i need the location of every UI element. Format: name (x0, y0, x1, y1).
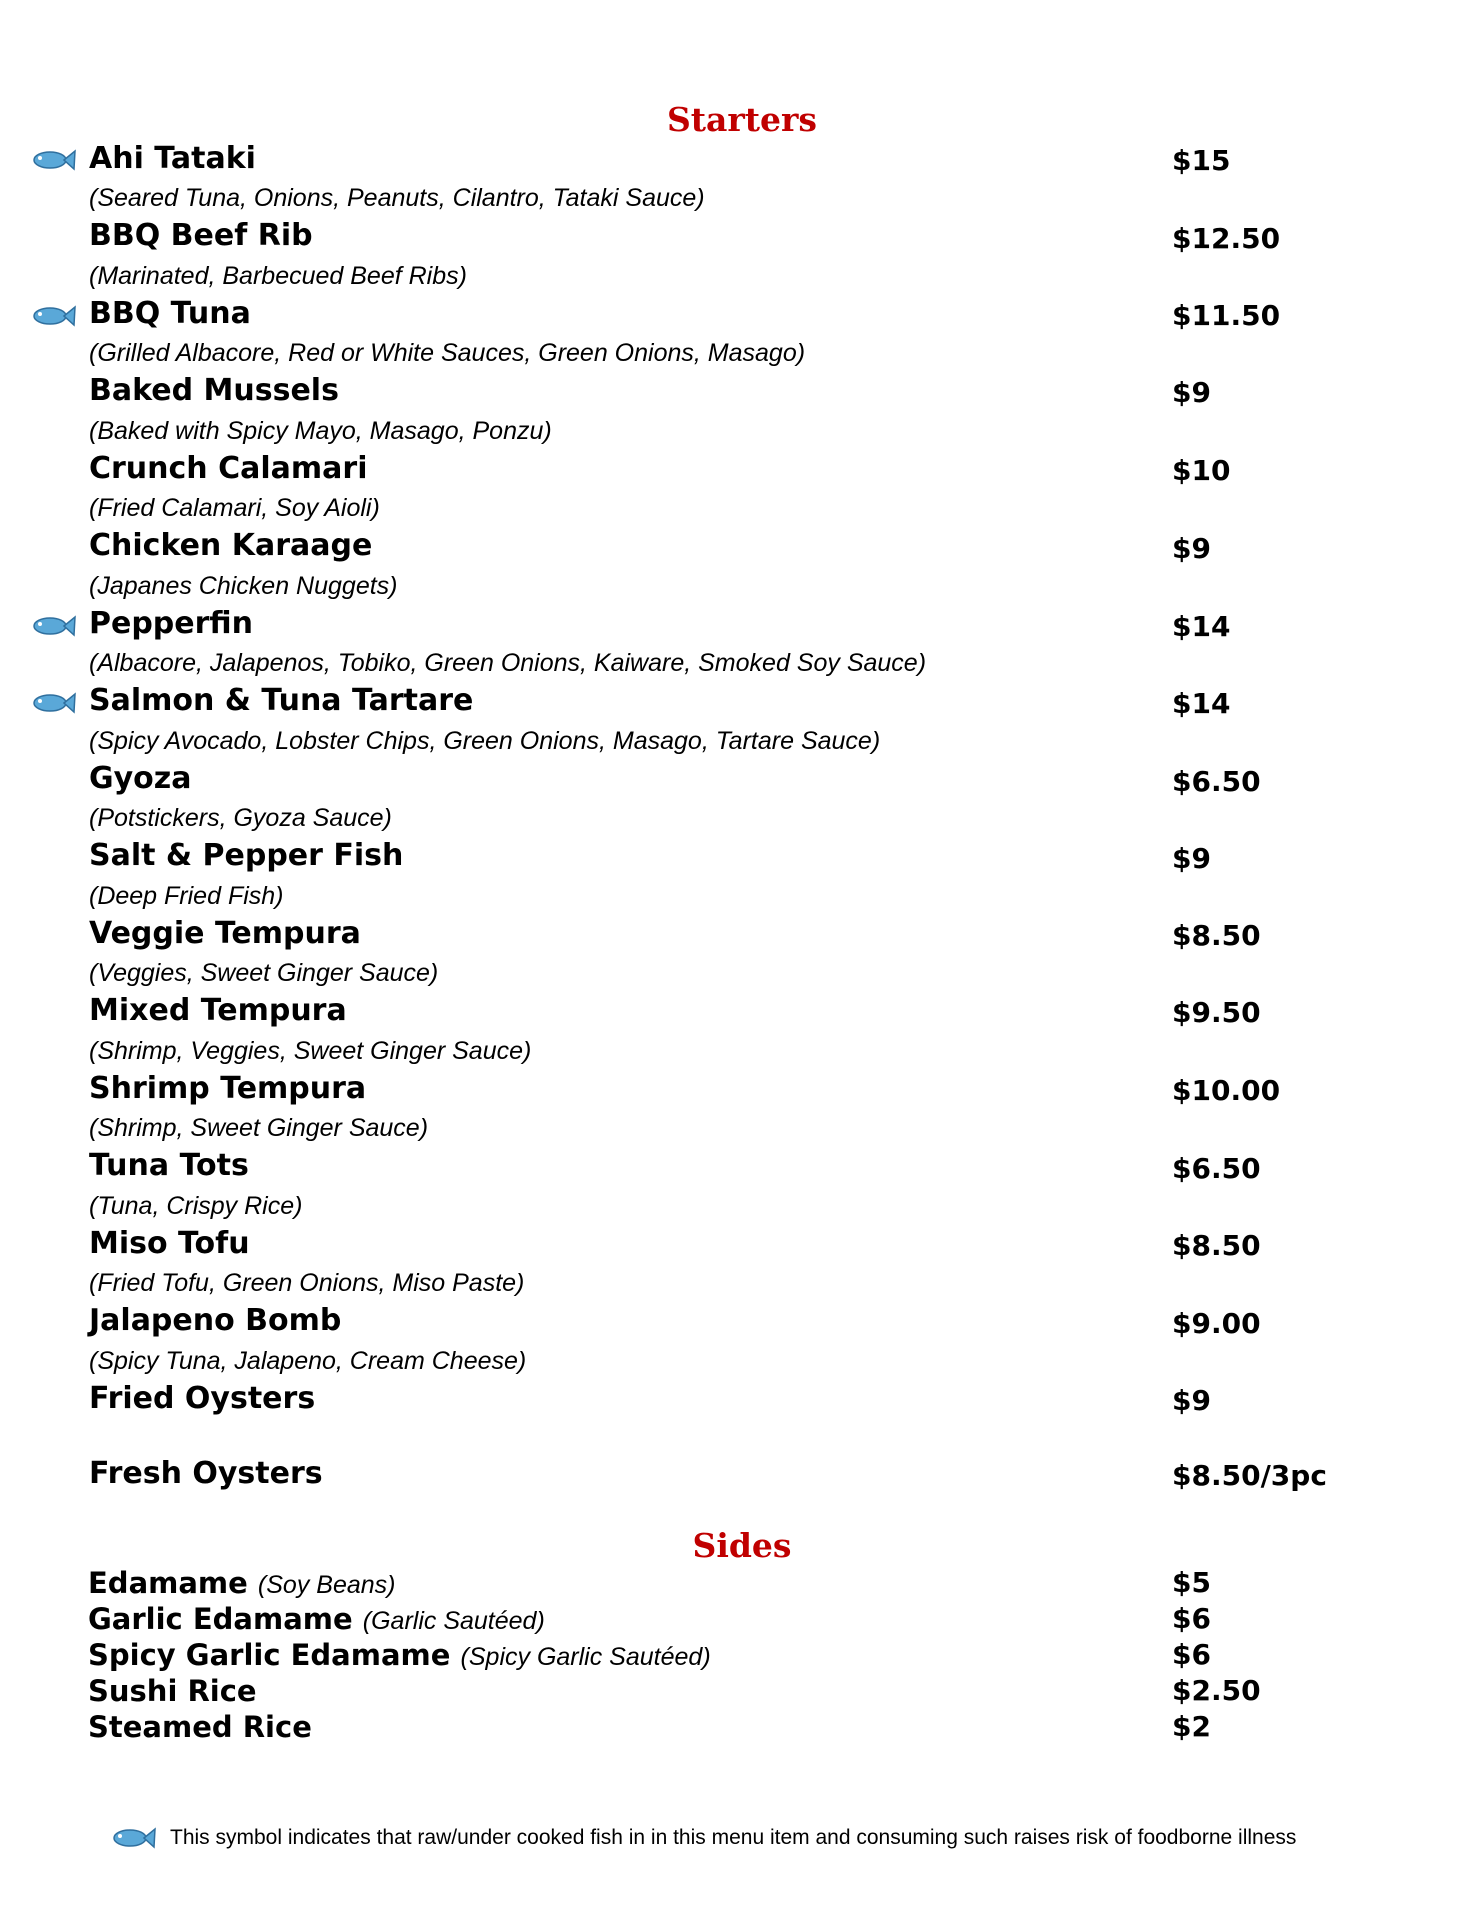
fresh-oysters-name: Fresh Oysters (89, 1456, 323, 1491)
side-name: Sushi Rice (88, 1674, 257, 1708)
item-price: $9 (1172, 1384, 1211, 1417)
item-desc: (Grilled Albacore, Red or White Sauces, Green Onions, Masago) (89, 339, 806, 367)
item-name: Chicken Karaage (89, 528, 373, 563)
side-price: $6 (1172, 1638, 1211, 1671)
item-desc: (Marinated, Barbecued Beef Ribs) (89, 262, 467, 290)
fish-icon (28, 689, 76, 717)
item-price: $9.50 (1172, 996, 1261, 1029)
item-desc: (Tuna, Crispy Rice) (89, 1192, 303, 1220)
side-price: $2.50 (1172, 1674, 1261, 1707)
footnote (108, 1820, 1468, 1860)
item-desc: (Fried Calamari, Soy Aioli) (89, 494, 380, 522)
item-name: Fried Oysters (89, 1381, 316, 1416)
item-price: $6.50 (1172, 765, 1261, 798)
item-name: Baked Mussels (89, 373, 339, 408)
fresh-oysters-price: $8.50/3pc (1172, 1459, 1327, 1492)
item-desc: (Baked with Spicy Mayo, Masago, Ponzu) (89, 417, 552, 445)
fish-icon (28, 612, 76, 640)
item-desc: (Shrimp, Sweet Ginger Sauce) (89, 1114, 429, 1142)
item-price: $10 (1172, 454, 1231, 487)
fish-icon (28, 302, 76, 330)
item-name: Miso Tofu (89, 1226, 250, 1261)
item-price: $6.50 (1172, 1152, 1261, 1185)
footnote-text: This symbol indicates that raw/under cooked fish in in this menu item and consuming such raises risk of foodborne illness (170, 1826, 1297, 1849)
item-name: Veggie Tempura (89, 916, 361, 951)
item-desc: (Spicy Avocado, Lobster Chips, Green Onions, Masago, Tartare Sauce) (89, 727, 881, 755)
side-item (88, 1674, 257, 1708)
item-name: Salmon & Tuna Tartare (89, 683, 474, 718)
side-note: (Spicy Garlic Sautéed) (460, 1643, 711, 1671)
item-name: Tuna Tots (89, 1148, 249, 1183)
item-price: $8.50 (1172, 1229, 1261, 1262)
side-name: Spicy Garlic Edamame (88, 1638, 451, 1672)
item-price: $9.00 (1172, 1307, 1261, 1340)
item-desc: (Albacore, Jalapenos, Tobiko, Green Onions, Kaiware, Smoked Soy Sauce) (89, 649, 927, 677)
item-price: $8.50 (1172, 919, 1261, 952)
item-price: $9 (1172, 842, 1211, 875)
side-price: $6 (1172, 1602, 1211, 1635)
side-note: (Soy Beans) (257, 1571, 396, 1599)
starters-title: Starters (666, 100, 818, 139)
side-item (88, 1566, 395, 1602)
item-price: $9 (1172, 376, 1211, 409)
item-name: Crunch Calamari (89, 451, 368, 486)
sides-title: Sides (692, 1526, 792, 1565)
item-name: Gyoza (89, 761, 192, 796)
side-item (88, 1710, 312, 1744)
side-price: $5 (1172, 1566, 1211, 1599)
item-price: $11.50 (1172, 299, 1281, 332)
side-name: Edamame (88, 1566, 248, 1600)
side-note: (Garlic Sautéed) (362, 1607, 545, 1635)
item-name: BBQ Tuna (89, 296, 251, 331)
item-desc: (Seared Tuna, Onions, Peanuts, Cilantro, Tataki Sauce) (89, 184, 705, 212)
item-name: Jalapeno Bomb (89, 1303, 342, 1338)
item-desc: (Shrimp, Veggies, Sweet Ginger Sauce) (89, 1037, 532, 1065)
item-name: Salt & Pepper Fish (89, 838, 404, 873)
item-price: $14 (1172, 687, 1231, 720)
side-price: $2 (1172, 1710, 1211, 1743)
item-desc: (Spicy Tuna, Jalapeno, Cream Cheese) (89, 1347, 527, 1375)
item-desc: (Japanes Chicken Nuggets) (89, 572, 398, 600)
side-item (88, 1602, 545, 1638)
item-price: $10.00 (1172, 1074, 1281, 1107)
item-price: $15 (1172, 144, 1231, 177)
item-desc: (Veggies, Sweet Ginger Sauce) (89, 959, 439, 987)
item-price: $12.50 (1172, 222, 1281, 255)
item-desc: (Deep Fried Fish) (89, 882, 284, 910)
item-name: Ahi Tataki (89, 141, 256, 176)
item-desc: (Fried Tofu, Green Onions, Miso Paste) (89, 1269, 525, 1297)
item-desc: (Potstickers, Gyoza Sauce) (89, 804, 392, 832)
item-name: Pepperfin (89, 606, 254, 641)
side-name: Garlic Edamame (88, 1602, 353, 1636)
fish-icon (28, 146, 76, 174)
side-name: Steamed Rice (88, 1710, 312, 1744)
item-name: Shrimp Tempura (89, 1071, 367, 1106)
item-price: $9 (1172, 532, 1211, 565)
fish-icon (108, 1824, 156, 1852)
item-name: BBQ Beef Rib (89, 218, 313, 253)
side-item (88, 1638, 711, 1674)
item-price: $14 (1172, 610, 1231, 643)
item-name: Mixed Tempura (89, 993, 347, 1028)
